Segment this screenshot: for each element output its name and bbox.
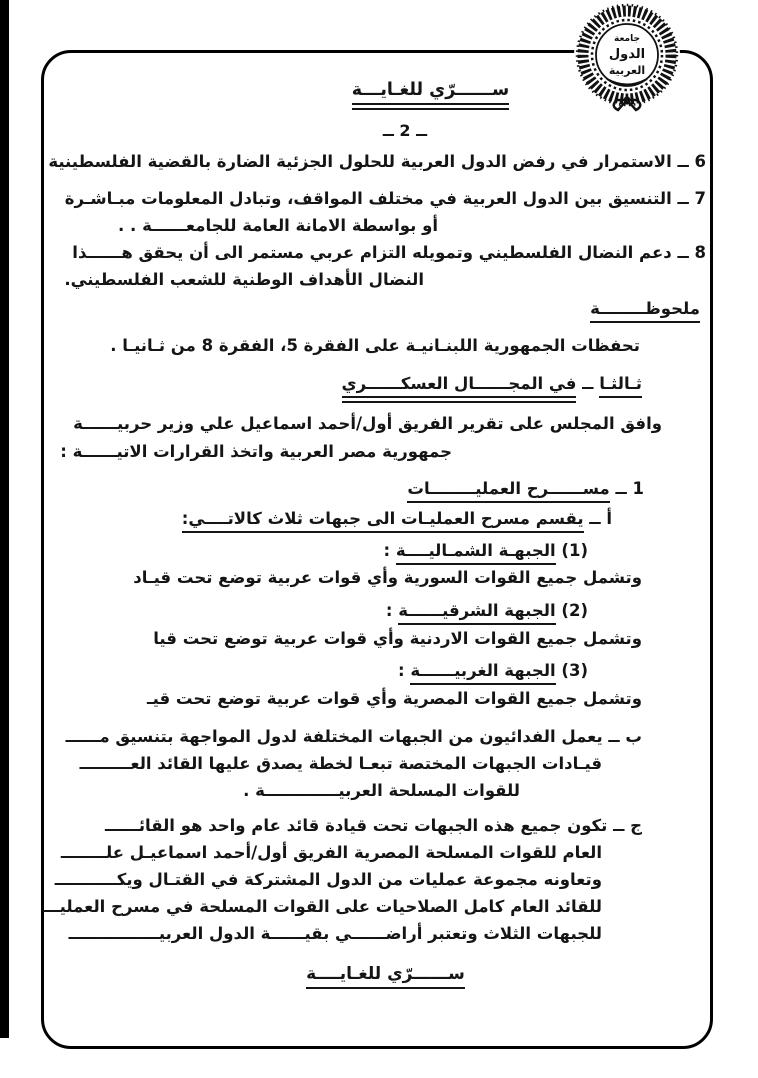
note-heading bbox=[590, 299, 700, 320]
line-segment: ج ــ تكون جميع هذه الجبهات تحت قيادة قائد عام واحد هو القائــــــ bbox=[105, 816, 642, 835]
line-segment: أو بواسطة الامانة العامة للجامعــــــة . . bbox=[118, 216, 438, 235]
line-segment: وتشمل جميع القوات المصرية وأي قوات عربية توضع تحت قيـ bbox=[146, 689, 642, 708]
front-1-body bbox=[133, 568, 642, 589]
arab-league-emblem-icon bbox=[570, 0, 684, 113]
line-segment: النضال الأهداف الوطنية للشعب الفلسطيني. bbox=[64, 270, 424, 289]
resolution-item-6 bbox=[48, 152, 706, 173]
front-2-heading bbox=[386, 601, 588, 622]
section-third-heading bbox=[342, 374, 643, 395]
item-b-line-3 bbox=[243, 781, 520, 802]
line-segment: (3) bbox=[555, 661, 588, 680]
line-segment: أ ــ bbox=[583, 509, 612, 528]
line-segment: للقائد العام كامل الصلاحيات على القوات المسلحة في مسرح العمليـــ bbox=[42, 897, 602, 916]
front-2-body bbox=[153, 629, 642, 650]
line-segment: : bbox=[398, 661, 411, 680]
line-segment: 1 ــ bbox=[609, 479, 644, 498]
item-c-line-4 bbox=[43, 897, 602, 918]
line-segment: قيـادات الجبهات المختصة تبعـا لخطة يصدق عليها القائد العـــــــــ bbox=[79, 754, 602, 773]
line-segment: 8 ــ دعم النضال الفلسطيني وتمويله التزام عربي مستمر الى أن يحقق هــــــذا bbox=[72, 243, 706, 262]
page-number: ــ 2 ــ bbox=[382, 121, 428, 140]
front-3-heading bbox=[398, 661, 588, 682]
classification-footer bbox=[298, 964, 473, 984]
line-segment: ب ــ يعمل الفدائيون من الجبهات المختلفة لدول المواجهة بتنسيق مــــــ bbox=[65, 727, 642, 746]
emblem-word-top: جامعة bbox=[614, 34, 640, 44]
note-body bbox=[110, 336, 640, 357]
line-segment: ملحوظــــــــة bbox=[590, 299, 700, 323]
line-segment: 7 ــ التنسيق بين الدول العربية في مختلف المواقف، وتبادل المعلومات مبـاشـرة bbox=[64, 189, 706, 208]
classification-header-text: ســــــرّي للغـايـــة bbox=[352, 80, 509, 105]
line-segment: وتشمل جميع القوات الاردنية وأي قوات عربية توضع تحت قيا bbox=[153, 629, 642, 648]
line-segment: تحفظات الجمهورية اللبنـانيـة على الفقرة 5، الفقرة 8 من ثـانيـا . bbox=[110, 336, 640, 355]
emblem-word-middle: الدول bbox=[608, 47, 646, 62]
council-paragraph-line-2 bbox=[60, 442, 452, 463]
item-b-line-2 bbox=[80, 754, 602, 775]
operations-theater-heading bbox=[407, 479, 644, 500]
item-c-line-5 bbox=[69, 924, 602, 945]
item-b-line-1 bbox=[66, 727, 642, 748]
resolution-item-8-line-2 bbox=[64, 270, 424, 291]
classification-footer-text: ســــــرّي للغـايــــة bbox=[306, 964, 465, 989]
line-segment: 6 ــ الاستمرار في رفض الدول العربية للحلول الجزئية الضارة بالقضية الفلسطينية bbox=[48, 152, 706, 171]
line-segment: جمهورية مصر العربية واتخذ القرارات الاتيــــــة : bbox=[60, 442, 452, 461]
line-segment: ثـالثـا bbox=[599, 374, 642, 398]
line-segment: في المجــــــال العسكــــــري bbox=[342, 374, 577, 398]
line-segment: : bbox=[383, 541, 396, 560]
line-segment: يقسم مسرح العمليـات الى جبهات ثلاث كالاتــــي: bbox=[182, 509, 584, 533]
item-c-line-3 bbox=[55, 870, 602, 891]
front-1-heading bbox=[384, 541, 588, 562]
line-segment: مســــــرح العمليــــــــات bbox=[407, 479, 609, 503]
council-paragraph-line-1 bbox=[73, 414, 662, 435]
line-segment: الجبهة الشرقيــــــة bbox=[398, 601, 555, 625]
line-segment: وتعاونه مجموعة عمليات من الدول المشتركة في القتـال ويكـــــــــــ bbox=[54, 870, 602, 889]
line-segment: الجبهـة الشمـاليــــة bbox=[396, 541, 556, 565]
line-segment: وتشمل جميع القوات السورية وأي قوات عربية توضع تحت قيـاد bbox=[133, 568, 642, 587]
line-segment: العام للقوات المسلحة المصرية الفريق أول/أحمد اسماعيـل علــــــــ bbox=[60, 843, 602, 862]
item-c-line-1 bbox=[105, 816, 642, 837]
item-c-line-2 bbox=[61, 843, 602, 864]
line-segment: الجبهة الغربيــــــة bbox=[410, 661, 555, 685]
emblem-word-bottom: العربية bbox=[608, 64, 646, 77]
line-segment: وافق المجلس على تقرير الفريق أول/أحمد اسماعيل علي وزير حربيــــــة bbox=[73, 414, 662, 433]
scan-edge-artifact bbox=[0, 0, 9, 1038]
item-a-heading bbox=[182, 509, 612, 530]
line-segment: ــ bbox=[576, 374, 600, 393]
resolution-item-7-line-2 bbox=[118, 216, 438, 237]
line-segment: للقوات المسلحة العربيـــــــــــــة . bbox=[243, 781, 520, 800]
resolution-item-8-line-1 bbox=[72, 243, 706, 264]
line-segment: (1) bbox=[555, 541, 588, 560]
resolution-item-7-line-1 bbox=[65, 189, 706, 210]
classification-header bbox=[343, 80, 518, 100]
line-segment: : bbox=[385, 601, 399, 620]
line-segment: للجبهات الثلاث وتعتبر أراضــــــي بقيــــــة الدول العربيــــــــــــــــ bbox=[68, 924, 602, 943]
front-3-body bbox=[147, 689, 642, 710]
line-segment: (2) bbox=[555, 601, 588, 620]
